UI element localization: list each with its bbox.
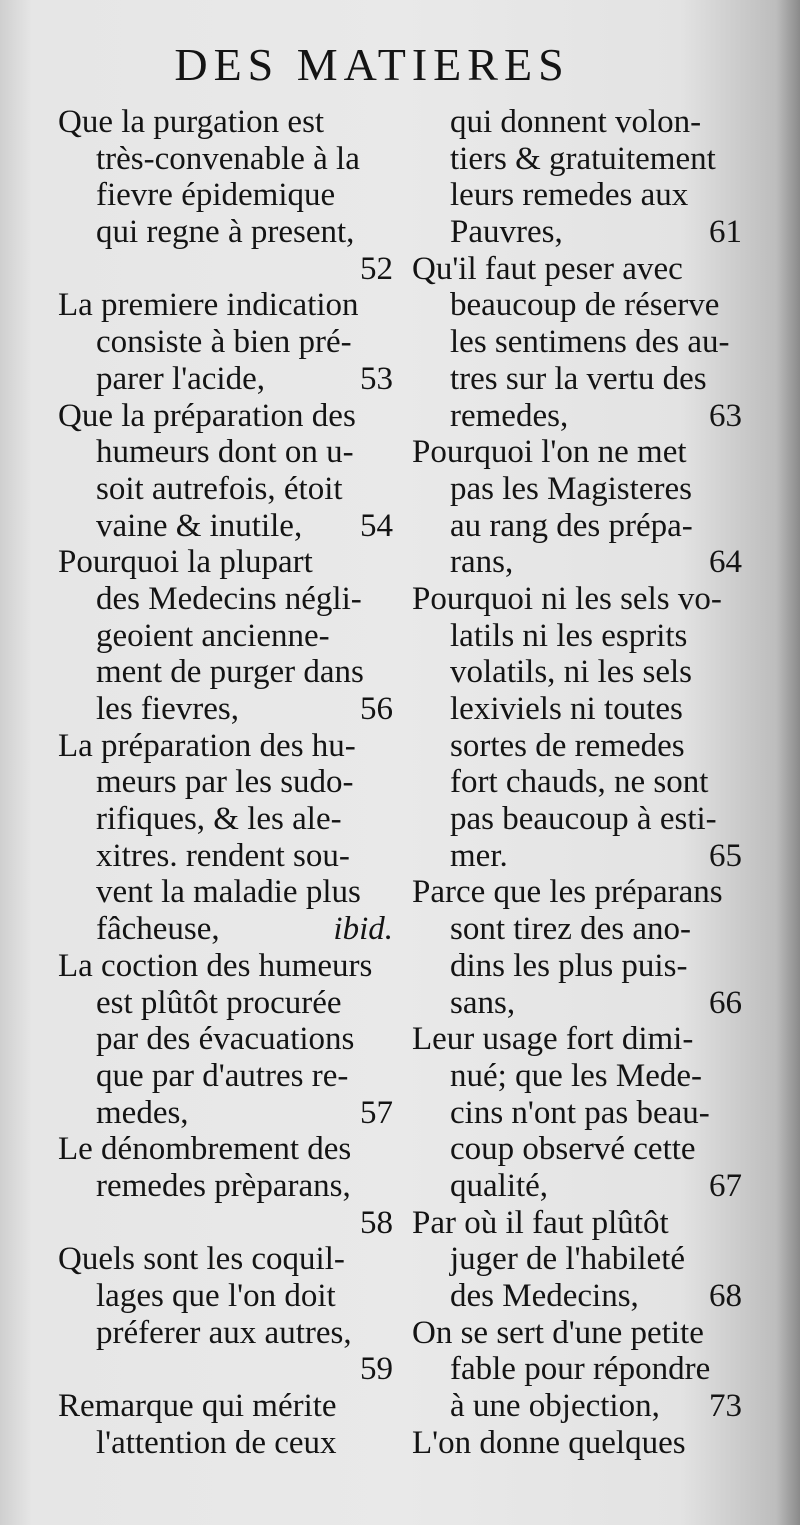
entry-line xyxy=(58,508,393,545)
page-number: ibid. xyxy=(333,911,393,948)
entry-line: Qu'il faut peser avec xyxy=(412,250,683,287)
entry-line: pas beaucoup à esti- xyxy=(450,801,717,838)
page-number: 68 xyxy=(709,1278,742,1314)
entry-line: cins n'ont pas beau- xyxy=(450,1094,710,1131)
entry-line: est plûtôt procurée xyxy=(96,984,342,1021)
index-entry xyxy=(412,1021,742,1204)
entry-text: Pauvres, xyxy=(450,214,563,251)
entry-line: pas les Magisteres xyxy=(450,470,692,507)
entry-line xyxy=(412,1388,742,1425)
entry-line: tres sur la vertu des xyxy=(450,360,707,397)
index-entry xyxy=(58,1241,393,1388)
entry-line: fable pour répondre xyxy=(450,1351,711,1388)
entry-line: beaucoup de réserve xyxy=(450,287,720,324)
index-entry xyxy=(412,104,742,251)
index-entry xyxy=(58,1131,393,1241)
entry-line: sortes de remedes xyxy=(450,727,685,764)
running-head: DES MATIERES xyxy=(174,39,570,90)
entry-text: medes, xyxy=(96,1094,189,1131)
entry-line: des Medecins négli- xyxy=(96,580,362,617)
entry-line: L'on donne quelques xyxy=(412,1424,686,1461)
page-number: 54 xyxy=(360,507,393,544)
entry-text: rans, xyxy=(450,544,514,581)
entry-line: meurs par les sudo- xyxy=(96,764,354,801)
entry-text: sans, xyxy=(450,984,516,1021)
entry-line xyxy=(412,214,742,251)
entry-text: vaine & inutile, xyxy=(96,507,303,544)
entry-line: La coction des humeurs xyxy=(58,947,373,984)
entry-line: Parce que les préparans xyxy=(412,874,723,911)
entry-line: geoient ancienne- xyxy=(96,617,330,654)
entry-line: La préparation des hu- xyxy=(58,727,356,764)
entry-line xyxy=(58,691,393,728)
entry-text: remedes, xyxy=(450,397,569,434)
page-number: 53 xyxy=(360,360,393,397)
entry-line: qui regne à present, xyxy=(96,214,355,251)
entry-line xyxy=(412,1278,742,1315)
entry-line: très-convenable à la xyxy=(96,140,360,177)
entry-text: parer l'acide, xyxy=(96,360,265,397)
entry-line: sont tirez des ano- xyxy=(450,911,692,948)
page-number: 59 xyxy=(360,1351,393,1388)
entry-line: Par où il faut plûtôt xyxy=(412,1204,669,1241)
page-number: 64 xyxy=(709,544,742,581)
index-entry xyxy=(412,1205,742,1315)
index-entry xyxy=(58,544,393,727)
index-entry xyxy=(58,728,393,948)
index-entry xyxy=(58,948,393,1131)
entry-line: au rang des prépa- xyxy=(450,507,693,544)
entry-line: vent la maladie plus xyxy=(96,874,361,911)
index-entry xyxy=(58,1388,393,1461)
entry-line: lages que l'on doit xyxy=(96,1278,336,1314)
index-entry xyxy=(412,874,742,1021)
index-column-left xyxy=(58,104,393,1461)
entry-line: Quels sont les coquil- xyxy=(58,1241,345,1278)
entry-line: La premiere indication xyxy=(58,287,359,324)
page-number: 52 xyxy=(360,250,393,287)
entry-line: On se sert d'une petite xyxy=(412,1314,704,1351)
entry-line: fievre épidemique xyxy=(96,177,336,214)
entry-line: leurs remedes aux xyxy=(450,177,689,214)
page-number: 63 xyxy=(709,397,742,434)
entry-line: Pourquoi l'on ne met xyxy=(412,434,687,471)
entry-line: Pourquoi ni les sels vo- xyxy=(412,580,722,617)
page-number: 66 xyxy=(709,984,742,1021)
entry-line xyxy=(412,1168,742,1205)
entry-line xyxy=(58,911,393,948)
page-number: 67 xyxy=(709,1167,742,1204)
entry-line: rifiques, & les ale- xyxy=(96,801,342,838)
entry-line: dins les plus puis- xyxy=(450,947,688,984)
index-entry xyxy=(58,287,393,397)
index-entry xyxy=(412,1315,742,1425)
entry-line: Que la préparation des xyxy=(58,397,356,434)
entry-line: remedes prèparans, xyxy=(96,1167,351,1204)
index-column-right xyxy=(412,104,742,1461)
entry-line: Pourquoi la plupart xyxy=(58,544,313,581)
page-number: 65 xyxy=(709,837,742,874)
entry-line: consiste à bien pré- xyxy=(96,324,352,361)
entry-line: fort chauds, ne sont xyxy=(450,764,709,801)
entry-line: coup observé cette xyxy=(450,1131,696,1168)
entry-line xyxy=(412,985,742,1022)
entry-line: lexiviels ni toutes xyxy=(450,691,683,727)
entry-text: des Medecins, xyxy=(450,1278,639,1314)
index-entry xyxy=(58,104,393,287)
entry-line: Remarque qui mérite xyxy=(58,1388,337,1425)
entry-line xyxy=(412,544,742,581)
entry-line xyxy=(412,398,742,435)
entry-line: les sentimens des au- xyxy=(450,324,730,361)
entry-text: mer. xyxy=(450,837,508,874)
entry-line: que par d'autres re- xyxy=(96,1057,349,1094)
index-entry xyxy=(412,434,742,581)
page-number: 61 xyxy=(709,214,742,251)
entry-line: Que la purgation est xyxy=(58,104,325,140)
entry-text: les fievres, xyxy=(96,691,239,727)
entry-line: par des évacuations xyxy=(96,1021,355,1058)
entry-line: Le dénombrement des xyxy=(58,1131,352,1168)
entry-line: volatils, ni les sels xyxy=(450,654,692,691)
entry-text: qualité, xyxy=(450,1167,549,1204)
index-entry xyxy=(412,251,742,434)
index-entry xyxy=(412,581,742,875)
entry-line: xitres. rendent sou- xyxy=(96,837,350,874)
entry-line: soit autrefois, étoit xyxy=(96,470,343,507)
entry-line: Leur usage fort dimi- xyxy=(412,1021,694,1058)
entry-line: latils ni les esprits xyxy=(450,617,688,654)
page-number: 73 xyxy=(709,1388,742,1425)
entry-line: l'attention de ceux xyxy=(96,1424,337,1461)
index-entry xyxy=(412,1425,742,1462)
entry-line: tiers & gratuitement xyxy=(450,140,716,177)
entry-text: fâcheuse, xyxy=(96,911,220,948)
page-number: 57 xyxy=(360,1094,393,1131)
entry-line xyxy=(58,1095,393,1132)
index-entry xyxy=(58,398,393,545)
page-number: 58 xyxy=(360,1204,393,1241)
entry-line: nué; que les Mede- xyxy=(450,1057,702,1094)
entry-line xyxy=(412,838,742,875)
entry-line: juger de l'habileté xyxy=(450,1241,686,1278)
entry-line xyxy=(58,361,393,398)
page-number: 56 xyxy=(360,691,393,727)
entry-line: qui donnent volon- xyxy=(450,104,702,140)
entry-text: à une objection, xyxy=(450,1388,660,1425)
entry-line: ment de purger dans xyxy=(96,654,364,691)
entry-line: préferer aux autres, xyxy=(96,1314,352,1351)
entry-line: humeurs dont on u- xyxy=(96,434,354,471)
